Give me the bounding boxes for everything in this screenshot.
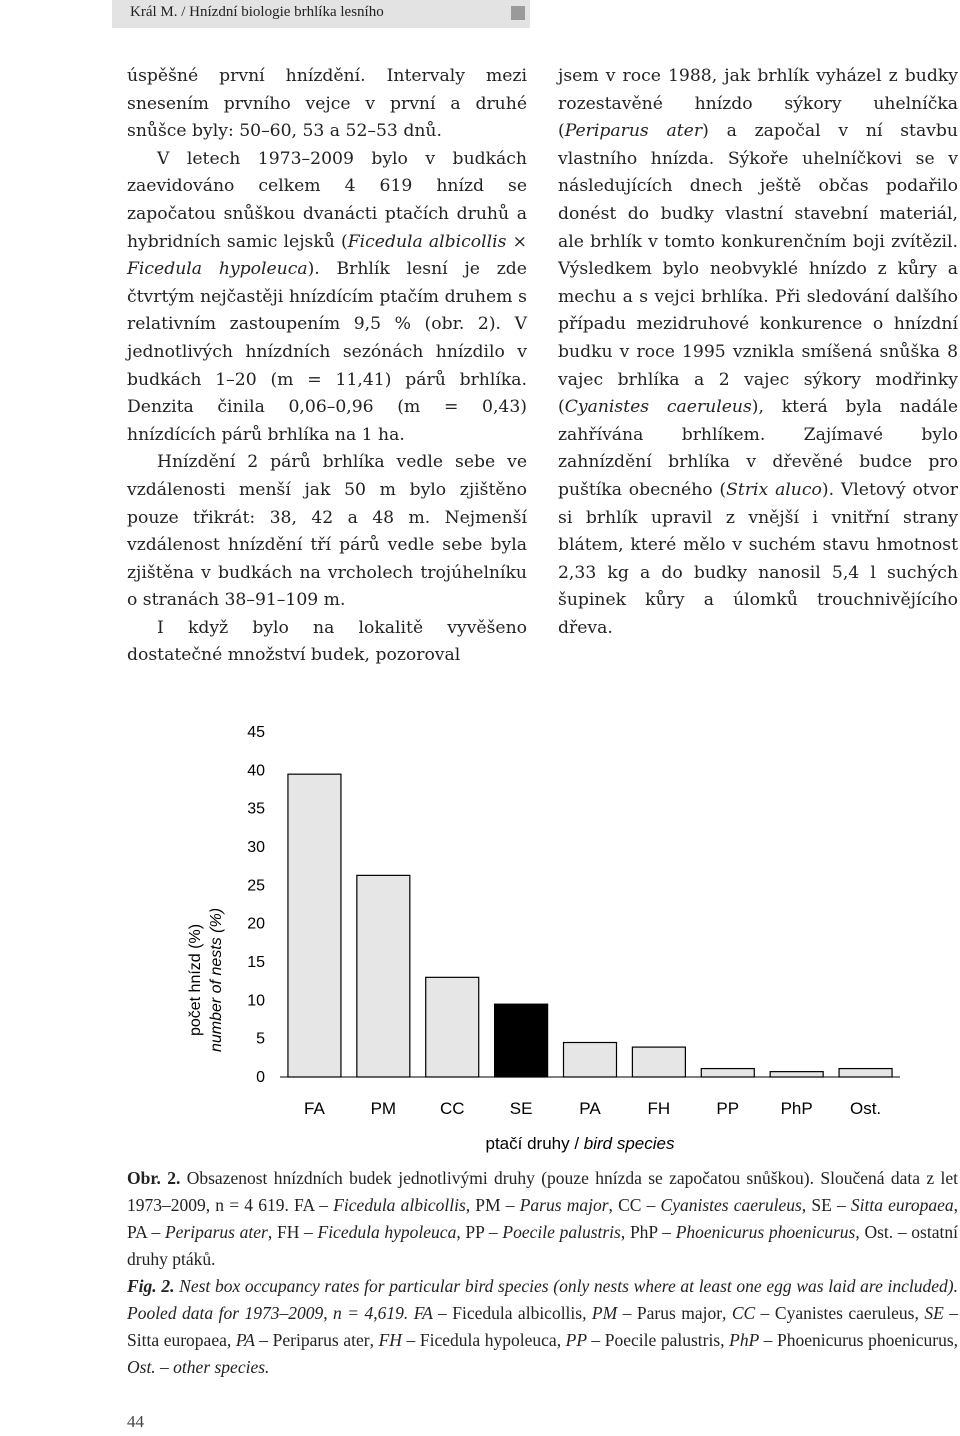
y-axis-title-line2: number of nests (%) [208,907,225,1053]
x-axis-title: ptačí druhy / bird species [485,1134,675,1153]
x-tick-label: PP [716,1099,740,1118]
page-number: 44 [127,1412,144,1431]
x-tick-label: PM [370,1099,397,1118]
y-tick-label: 20 [247,915,265,933]
bar-se [495,1004,548,1077]
paragraph: V letech 1973–2009 bylo v budkách zaevidováno celkem 4 619 hnízd se započatou snůškou dvanácti ptačích druhů a hybridních samic lejsků (Ficedula albicollis × Ficedula hypoleuca). Brhlík lesní je zde čtvrtým nejčastěji hnízdícím ptačím druhem s relativním zastoupením 9,5 % (obr. 2). V jednotlivých hnízdních sezónách hnízdilo v budkách 1–20 (m = 11,41) párů brhlíka. Denzita činila 0,06–0,96 (m = 0,43) hnízdících párů brhlíka na 1 ha. [127,148,527,445]
bar-php [770,1072,823,1077]
figure-caption [127,1165,958,1381]
x-tick-label: FA [304,1099,325,1118]
bar-cc [426,977,479,1077]
y-axis-title-line1: počet hnízd (%) [187,923,204,1037]
bar-fa [288,774,341,1077]
x-tick-label: PhP [780,1099,813,1118]
y-tick-label: 15 [247,954,265,971]
x-tick-label: CC [439,1099,465,1118]
x-axis-labels [304,1099,881,1118]
bar-ost [839,1069,892,1077]
y-tick-label: 25 [247,877,265,895]
x-tick-label: PA [579,1099,601,1118]
bar-chart [170,712,930,1162]
x-tick-label: SE [509,1099,533,1118]
right-text-column [558,63,958,642]
left-text-column [127,63,527,670]
y-tick-label: 45 [247,724,265,741]
running-header-title: Král M. / Hnízdní biologie brhlíka lesního [130,4,384,20]
y-tick-label: 10 [247,992,265,1010]
paragraph: úspěšné první hnízdění. Intervaly mezi snesením prvního vejce v první a druhé snůšce byly: 50–60, 53 a 52–53 dnů. [127,66,527,142]
x-tick-label: FH [647,1099,671,1118]
header-square-mark [511,6,525,20]
x-tick-label: Ost. [849,1099,882,1118]
y-tick-label: 30 [247,839,265,856]
paragraph: I když bylo na lokalitě vyvěšeno dostatečné množství budek, pozoroval [127,617,527,666]
caption-english: Fig. 2. Nest box occupancy rates for particular bird species (only nests where at least one egg was laid are included). Pooled data for 1973–2009, n = 4,619. FA – Ficedula albicollis, PM – Parus major, CC – Cyanistes caeruleus, SE – Sitta europaea, PA – Periparus ater, FH – Ficedula hypoleuca, PP – Poecile palustris, PhP – Phoenicurus phoenicurus, Ost. – other species. [127,1276,959,1377]
y-tick-label: 0 [256,1069,265,1086]
paragraph: jsem v roce 1988, jak brhlík vyházel z budky rozestavěné hnízdo sýkory uhelníčka (Periparus ater) a započal v ní stavbu vlastního hnízda. Sýkoře uhelníčkovi se v následujících dnech ještě občas podařilo donést do budky vlastní stavební materiál, ale brhlík v tomto konkurenčním boji zvítězil. Výsledkem bylo neobvyklé hnízdo z kůry a mechu a s vejci brhlíka. Při sledování dalšího případu mezidruhové konkurence o hnízdní budku v roce 1995 vznikla smíšená snůška 8 vajec brhlíka a 2 vajec sýkory modřinky (Cyanistes caeruleus), která byla nadále zahřívána brhlíkem. Zajímavé bylo zahnízdění brhlíka v dřevěné budce pro puštíka obecného (Strix aluco). Vletový otvor si brhlík upravil z vnější i vnitřní strany blátem, které mělo v suchém stavu hmotnost 2,33 kg a do budky nanosil 5,4 l suchých šupinek kůry a úlomků trouchnivějícího dřeva. [558,66,958,638]
y-tick-label: 35 [247,800,265,818]
y-tick-label: 40 [247,762,265,780]
y-tick-label: 5 [256,1030,265,1048]
caption-czech: Obr. 2. Obsazenost hnízdních budek jednotlivými druhy (pouze hnízda se započatou snůškou). Sloučená data z let 1973–2009, n = 4 619. FA – Ficedula albicollis, PM – Parus major, CC – Cyanistes caeruleus, SE – Sitta europaea, PA – Periparus ater, FH – Ficedula hypoleuca, PP – Poecile palustris, PhP – Phoenicurus phoenicurus, Ost. – ostatní druhy ptáků. [127,1168,958,1269]
bar-pa [564,1043,617,1078]
bar-pp [701,1069,754,1077]
paragraph: Hnízdění 2 párů brhlíka vedle sebe ve vzdálenosti menší jak 50 m bylo zjištěno pouze třikrát: 38, 42 a 48 m. Nejmenší vzdálenost hnízdění tří párů vedle sebe byla zjištěna v budkách na vrcholech trojúhelníku o stranách 38–91–109 m. [127,452,527,611]
bar-chart-svg [170,712,930,1162]
bar-pm [357,875,410,1077]
y-axis-ticks [247,724,265,1086]
bars [288,774,892,1077]
bar-fh [632,1047,685,1077]
